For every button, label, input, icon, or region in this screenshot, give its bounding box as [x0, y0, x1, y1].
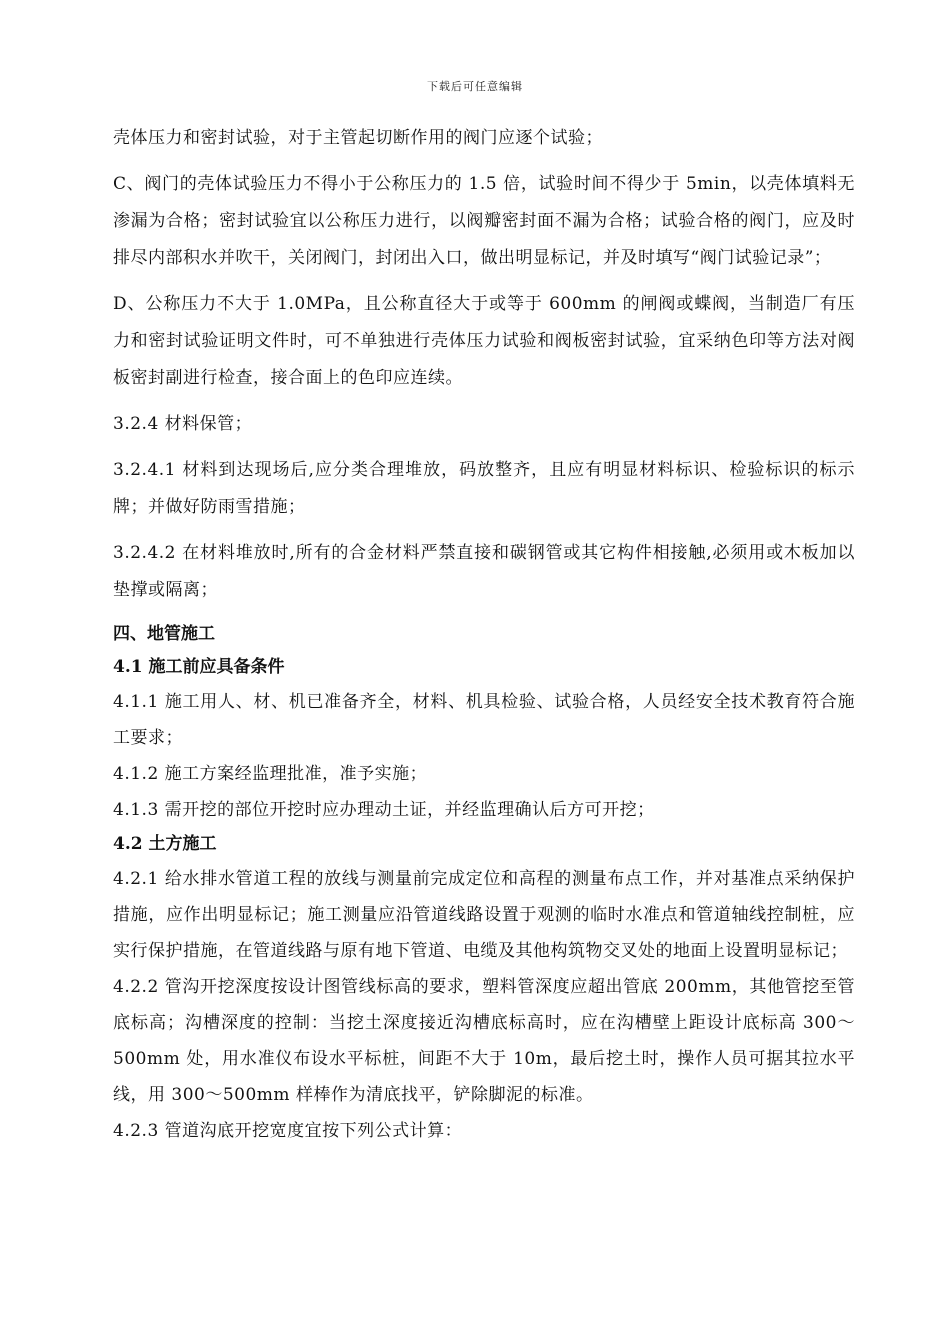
item-4-2-2: 4.2.2 管沟开挖深度按设计图管线标高的要求，塑料管深度应超出管底 200mm，其他管挖至管底标高；沟槽深度的控制：当挖土深度接近沟槽底标高时，应在沟槽壁上距设计底标高 300～500mm 处，用水准仪布设水平标桩，间距不大于 10m，最后挖土时，操作人员可据其拉水平线，用 300～500mm 样棒作为清底找平，铲除脚泥的标准。 — [113, 977, 855, 1105]
document-body — [113, 120, 855, 1149]
item-4-2-1: 4.2.1 给水排水管道工程的放线与测量前完成定位和高程的测量布点工作，并对基准点采纳保护措施，应作出明显标记；施工测量应沿管道线路设置于观测的临时水准点和管道轴线控制桩，应实行保护措施，在管道线路与原有地下管道、电缆及其他构筑物交叉处的地面上设置明显标记； — [113, 869, 855, 961]
item-4-1-1: 4.1.1 施工用人、材、机已准备齐全，材料、机具检验、试验合格，人员经安全技术教育符合施工要求； — [113, 692, 855, 748]
subsection-heading-4-2: 4.2 土方施工 — [113, 834, 217, 854]
page-header: 下载后可任意编辑 — [427, 80, 523, 93]
item-4-1-2: 4.1.2 施工方案经监理批准，准予实施； — [113, 764, 428, 784]
item-4-2-3: 4.2.3 管道沟底开挖宽度宜按下列公式计算： — [113, 1121, 463, 1141]
paragraph-3-2-4: 3.2.4 材料保管； — [113, 414, 253, 434]
paragraph-item-d: D、公称压力不大于 1.0MPa，且公称直径大于或等于 600mm 的闸阀或蝶阀，当制造厂有压力和密封试验证明文件时，可不单独进行壳体压力试验和阀板密封试验，宜采纳色印等方法对阀板密封副进行检查，接合面上的色印应连续。 — [113, 294, 855, 388]
paragraph-item-c: C、阀门的壳体试验压力不得小于公称压力的 1.5 倍，试验时间不得少于 5min，以壳体填料无渗漏为合格；密封试验宜以公称压力进行，以阀瓣密封面不漏为合格；试验合格的阀门，应及时排尽内部积水并吹干，关闭阀门，封闭出入口，做出明显标记，并及时填写“阀门试验记录”； — [113, 174, 855, 268]
paragraph-3-2-4-1: 3.2.4.1 材料到达现场后,应分类合理堆放，码放整齐，且应有明显材料标识、检验标识的标示牌；并做好防雨雪措施； — [113, 460, 855, 517]
subsection-heading-4-1: 4.1 施工前应具备条件 — [113, 657, 285, 677]
paragraph-shell-test: 壳体压力和密封试验，对于主管起切断作用的阀门应逐个试验； — [113, 128, 603, 148]
section-heading-4: 四、地管施工 — [113, 624, 215, 644]
item-4-1-3: 4.1.3 需开挖的部位开挖时应办理动土证，并经监理确认后方可开挖； — [113, 800, 655, 820]
paragraph-3-2-4-2: 3.2.4.2 在材料堆放时,所有的合金材料严禁直接和碳钢管或其它构件相接触,必须用或木板加以垫撑或隔离； — [113, 543, 855, 600]
